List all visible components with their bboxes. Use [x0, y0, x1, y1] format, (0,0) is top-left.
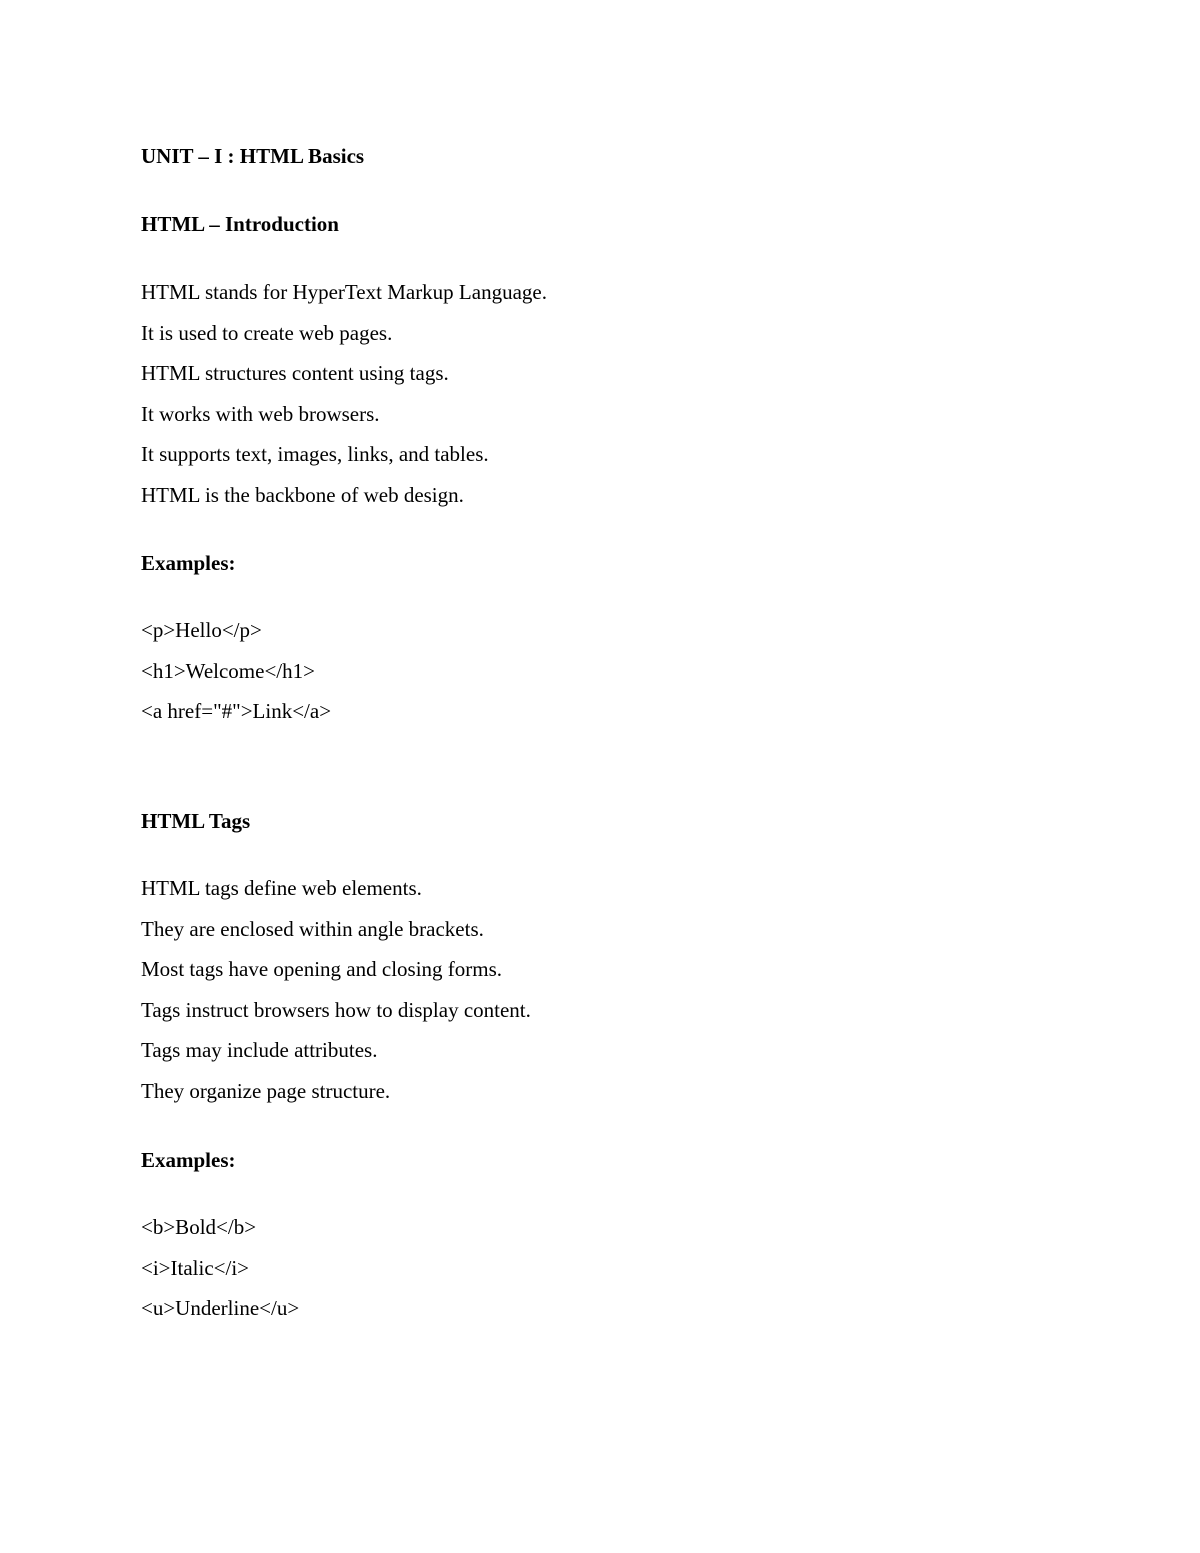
text-line: HTML tags define web elements.: [141, 876, 422, 900]
section-heading-tags: HTML Tags: [141, 809, 251, 833]
text-line: They organize page structure.: [141, 1078, 391, 1103]
text-line: Most tags have opening and closing forms.: [141, 957, 503, 982]
text-line: Tags may include attributes.: [141, 1038, 378, 1063]
tags-lines: [141, 868, 531, 1112]
example-line: <b>Bold</b>: [141, 1215, 257, 1239]
examples-label: Examples:: [141, 1148, 236, 1172]
example-line: <p>Hello</p>: [141, 618, 262, 642]
example-line: <a href="#">Link</a>: [141, 699, 332, 724]
text-line: HTML structures content using tags.: [141, 361, 449, 386]
introduction-lines: [141, 272, 547, 516]
introduction-examples: [141, 610, 331, 732]
examples-label: Examples:: [141, 551, 236, 575]
text-line: Tags instruct browsers how to display content.: [141, 997, 531, 1022]
text-line: It is used to create web pages.: [141, 320, 393, 345]
text-line: They are enclosed within angle brackets.: [141, 916, 484, 941]
example-line: <u>Underline</u>: [141, 1296, 300, 1321]
tags-examples: [141, 1207, 299, 1329]
example-line: <h1>Welcome</h1>: [141, 658, 315, 683]
text-line: HTML is the backbone of web design.: [141, 482, 464, 507]
document-title: UNIT – I : HTML Basics: [141, 144, 365, 168]
example-line: <i>Italic</i>: [141, 1255, 250, 1280]
text-line: It works with web browsers.: [141, 401, 380, 426]
section-heading-introduction: HTML – Introduction: [141, 212, 339, 236]
text-line: HTML stands for HyperText Markup Language.: [141, 280, 547, 304]
text-line: It supports text, images, links, and tables.: [141, 442, 489, 467]
